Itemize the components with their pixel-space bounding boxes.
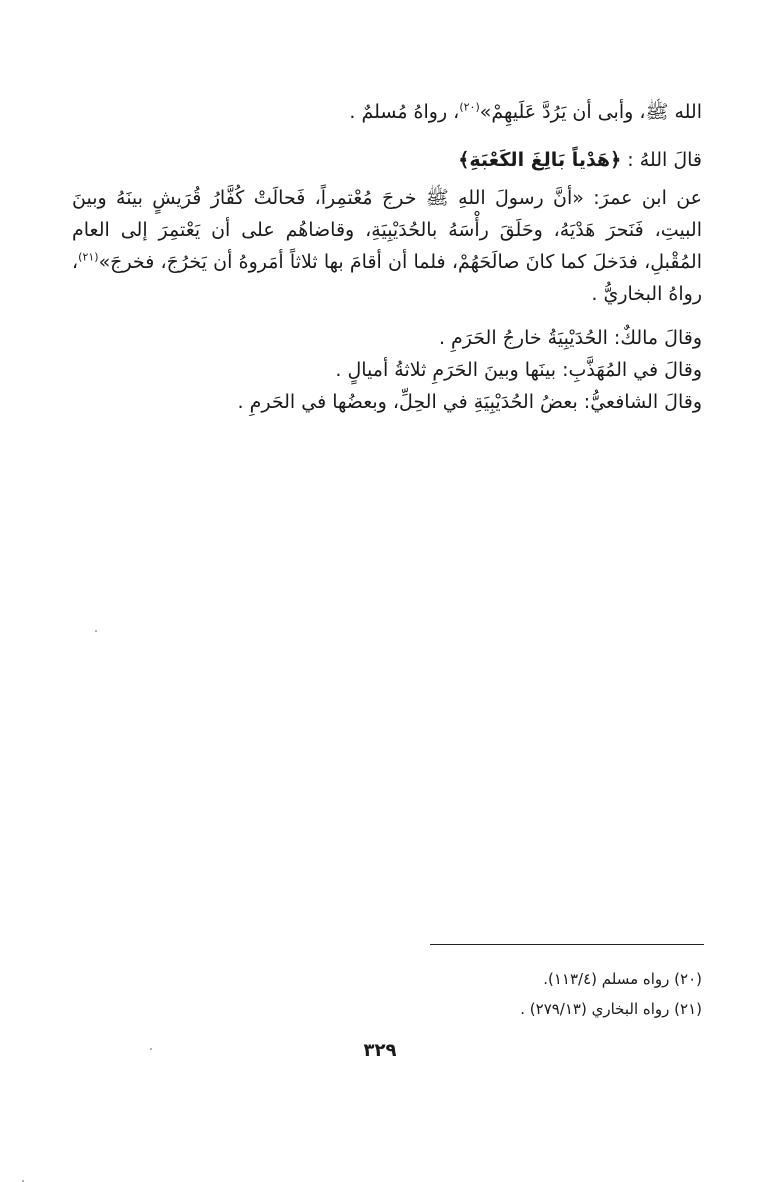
scan-speck — [95, 630, 97, 632]
footnote-ref-20: (٢٠) — [459, 100, 480, 114]
hadith-paragraph — [72, 182, 702, 310]
shafii-statement: وقالَ الشافعيُّ: بعضُ الحُدَيْبِيَةِ في الحِلِّ، وبعضُها في الحَرمِ . — [237, 391, 702, 413]
main-text — [72, 96, 702, 418]
hadith-text: عن ابن عمرَ: «أنَّ رسولَ اللهِ ﷺ خرجَ مُعْتمِراً، فَحالَتْ كُفَّارُ قُرَيشٍ بينَهُ وبينَ البيتِ، فَنَحرَ هَدْيَهُ، وحَلَقَ رأْسَهُ بالحُدَيْبِيَةِ، وقاضاهُم على أن يَعْتمِرَ إلى العام المُقْبلِ، فدَخلَ كما كانَ صالَحَهُمْ، فلما أن أقامَ بها ثلاثاً أمَروهُ أن يَخرُجَ، فخرجَ» — [72, 187, 702, 273]
footnote-ref-21: (٢١) — [78, 250, 99, 264]
footnote-21: (٢١) رواه البخاري (٢٧٩/١٣) . — [520, 1000, 702, 1018]
quran-verse: ﴿هَدْياً بَالِغَ الكَعْبَةِ﴾ — [458, 149, 622, 171]
quote-intro: قالَ اللهُ : — [621, 149, 702, 171]
quran-quote — [72, 144, 702, 176]
page-number: ٣٢٩ — [363, 1040, 397, 1061]
opening-line-text: الله ﷺ، وأبى أن يَرُدَّ عَلَيهِمْ» — [479, 101, 702, 123]
scan-speck — [150, 1048, 152, 1050]
footnote-divider — [430, 944, 704, 945]
footnote-20: (٢٠) رواه مسلم (١١٣/٤). — [543, 970, 702, 988]
muhadhab-statement: وقالَ في المُهَذَّبِ: بينَها وبينَ الحَرَمِ ثلاثةُ أميالٍ . — [335, 359, 702, 381]
opening-line-end: ، رواهُ مُسلمٌ . — [349, 101, 460, 123]
footnotes — [300, 964, 702, 1024]
opening-line — [72, 96, 702, 128]
hadith-attribution: ، رواهُ البخاريُّ . — [72, 251, 702, 305]
malik-statement: وقالَ مالكٌ: الحُدَيْبِيَةُ خارجُ الحَرَمِ . — [438, 327, 702, 349]
